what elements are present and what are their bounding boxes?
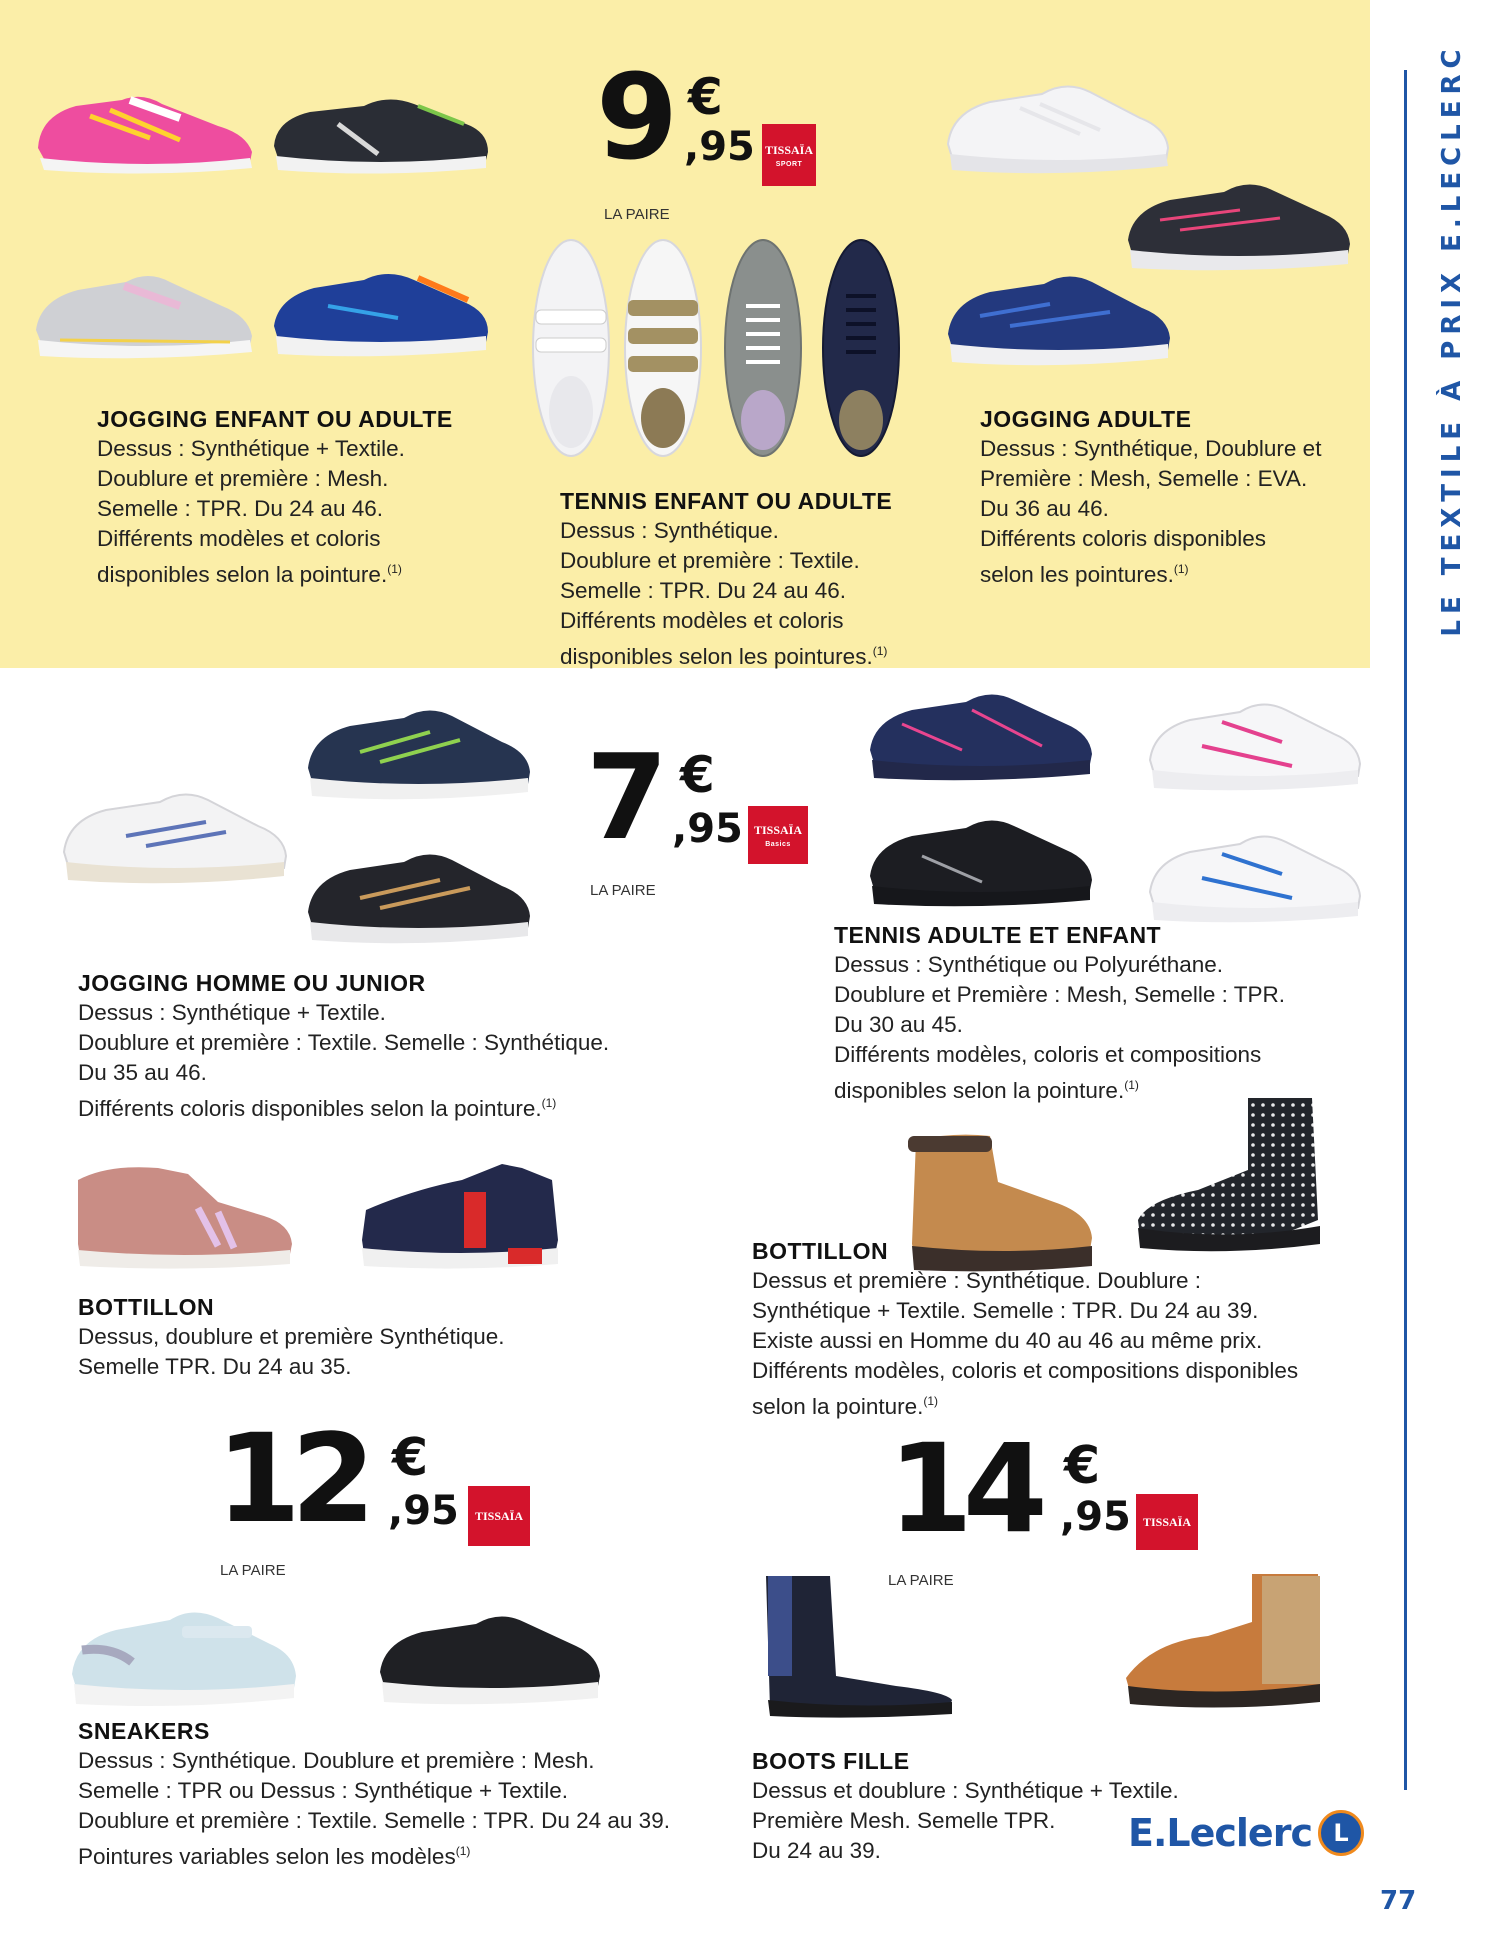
product-detail: Doublure et première : Textile. Semelle : TPR. Du 24 au 39. xyxy=(78,1808,670,1833)
product-detail: Dessus et doublure : Synthétique + Textile. xyxy=(752,1778,1179,1803)
product-detail: Dessus : Synthétique, Doublure et xyxy=(980,436,1322,461)
price-euros: 12 xyxy=(216,1408,366,1550)
product-detail: disponibles selon les pointures. xyxy=(560,644,873,669)
product-detail: disponibles selon la pointure. xyxy=(834,1078,1125,1103)
product-detail: Différents modèles et coloris xyxy=(560,608,844,633)
product-title: BOTTILLON xyxy=(752,1238,889,1264)
page-number: 77 xyxy=(1380,1886,1417,1916)
navy-red-high-sneaker-image xyxy=(352,1150,584,1274)
product-detail: Différents modèles, coloris et compositions disponibles xyxy=(752,1358,1299,1383)
product-title: JOGGING ADULTE xyxy=(980,406,1192,432)
product-detail: selon la pointure. xyxy=(752,1394,924,1419)
product-bottillon xyxy=(752,1236,1298,1422)
side-divider xyxy=(1404,70,1407,1790)
product-detail: Dessus, doublure et première Synthétique. xyxy=(78,1324,505,1349)
navy-pink-tennis-image xyxy=(862,680,1098,784)
blue-adult-jogging-shoe-image xyxy=(940,258,1176,370)
product-detail: Doublure et première : Mesh. xyxy=(97,466,389,491)
price-cents: ,95 xyxy=(684,124,755,170)
black-lace-sneaker-image xyxy=(372,1602,604,1706)
product-sneakers xyxy=(78,1716,670,1872)
price-currency: € xyxy=(680,746,715,804)
product-detail: Du 30 au 45. xyxy=(834,1012,963,1037)
gold-strap-tennis-image xyxy=(620,236,706,460)
product-jogging-enfant-adulte xyxy=(97,404,453,590)
product-detail: Du 35 au 46. xyxy=(78,1060,207,1085)
product-detail: Semelle : TPR ou Dessus : Synthétique + Textile. xyxy=(78,1778,569,1803)
footnote-ref: (1) xyxy=(1124,1078,1139,1092)
product-tennis-adulte-enfant xyxy=(834,920,1285,1106)
product-detail: Synthétique + Textile. Semelle : TPR. Du 24 au 39. xyxy=(752,1298,1259,1323)
product-detail: Dessus : Synthétique. xyxy=(560,518,779,543)
product-detail: Dessus : Synthétique + Textile. xyxy=(97,436,405,461)
logo-wordmark: E.Leclerc xyxy=(1128,1811,1312,1855)
iridescent-velcro-sneaker-image xyxy=(62,1590,302,1710)
price-currency: € xyxy=(392,1428,429,1488)
product-bottillon-enfant xyxy=(78,1292,505,1382)
product-detail: Dessus et première : Synthétique. Doublure : xyxy=(752,1268,1201,1293)
pink-jogging-shoe-image xyxy=(30,78,262,178)
black-tennis-image xyxy=(862,806,1098,910)
silver-jogging-shoe-image xyxy=(30,256,262,364)
tissaia-badge: TISSAÏA xyxy=(1136,1494,1198,1550)
price-cents: ,95 xyxy=(388,1488,459,1534)
product-detail: disponibles selon la pointure. xyxy=(97,562,388,587)
polka-dot-boot-image xyxy=(1128,1090,1348,1258)
price-unit: LA PAIRE xyxy=(220,1562,286,1579)
black-gold-runner-image xyxy=(300,836,536,948)
price-euros: 7 xyxy=(586,728,659,866)
price-cents: ,95 xyxy=(672,806,743,852)
tissaia-badge: TISSAÏA xyxy=(468,1486,530,1546)
product-detail: Doublure et première : Textile. xyxy=(560,548,860,573)
price-currency: € xyxy=(1064,1436,1101,1496)
product-detail: Différents coloris disponibles selon la pointure. xyxy=(78,1096,542,1121)
product-detail: Semelle : TPR. Du 24 au 46. xyxy=(97,496,383,521)
product-detail: Du 24 au 39. xyxy=(752,1838,881,1863)
product-detail: Doublure et Première : Mesh, Semelle : TPR. xyxy=(834,982,1286,1007)
footnote-ref: (1) xyxy=(541,1096,557,1110)
product-title: TENNIS ADULTE ET ENFANT xyxy=(834,922,1162,948)
black-jogging-shoe-image xyxy=(268,84,492,176)
leclerc-logo xyxy=(1128,1808,1440,1858)
navy-green-runner-image xyxy=(300,692,536,804)
price-euros: 9 xyxy=(596,48,669,186)
product-detail: Différents modèles et coloris xyxy=(97,526,381,551)
product-detail: Dessus : Synthétique ou Polyuréthane. xyxy=(834,952,1223,977)
pink-high-sneaker-image xyxy=(68,1150,300,1274)
product-title: JOGGING ENFANT OU ADULTE xyxy=(97,406,453,432)
price-unit: LA PAIRE xyxy=(590,882,656,899)
tissaia-basics-badge: TISSAÏA Basics xyxy=(748,806,808,864)
product-detail: Première Mesh. Semelle TPR. xyxy=(752,1808,1056,1833)
white-pink-velcro-tennis-image xyxy=(1142,686,1366,796)
price-unit: LA PAIRE xyxy=(888,1572,954,1589)
product-detail: Doublure et première : Textile. Semelle : Synthétique. xyxy=(78,1030,610,1055)
white-blue-velcro-tennis-image xyxy=(1142,818,1366,928)
product-detail: selon les pointures. xyxy=(980,562,1174,587)
white-jogging-shoe-image xyxy=(940,68,1176,180)
footnote-ref: (1) xyxy=(455,1844,471,1858)
product-detail: Dessus : Synthétique + Textile. xyxy=(78,1000,386,1025)
price-cents: ,95 xyxy=(1060,1494,1131,1540)
navy-lace-tennis-image xyxy=(818,236,904,460)
blue-jogging-shoe-image xyxy=(268,256,492,360)
product-detail: Pointures variables selon les modèles xyxy=(78,1844,456,1869)
product-detail: Du 36 au 46. xyxy=(980,496,1109,521)
footnote-ref: (1) xyxy=(1173,562,1189,576)
white-floral-tennis-image xyxy=(528,236,614,460)
product-jogging-adulte xyxy=(980,404,1321,590)
product-title: BOOTS FILLE xyxy=(752,1748,910,1774)
product-title: BOTTILLON xyxy=(78,1294,215,1320)
grey-lace-tennis-image xyxy=(720,236,806,460)
product-detail: Première : Mesh, Semelle : EVA. xyxy=(980,466,1308,491)
product-title: JOGGING HOMME OU JUNIOR xyxy=(78,970,426,996)
footnote-ref: (1) xyxy=(923,1394,939,1408)
product-title: TENNIS ENFANT OU ADULTE xyxy=(560,488,893,514)
product-detail: Dessus : Synthétique. Doublure et première : Mesh. xyxy=(78,1748,595,1773)
section-title: LE TEXTILE À PRIX E.LECLERC xyxy=(1437,43,1467,637)
footnote-ref: (1) xyxy=(387,562,402,576)
product-detail: Existe aussi en Homme du 40 au 46 au même prix. xyxy=(752,1328,1263,1353)
tissaia-sport-badge: TISSAÏA SPORT xyxy=(762,124,816,186)
product-detail: Différents modèles, coloris et compositions xyxy=(834,1042,1262,1067)
logo-circle-icon: L xyxy=(1318,1810,1364,1856)
price-unit: LA PAIRE xyxy=(604,206,670,223)
white-runner-image xyxy=(56,776,292,888)
price-currency: € xyxy=(688,68,723,126)
product-title: SNEAKERS xyxy=(78,1718,210,1744)
product-detail: Semelle TPR. Du 24 au 35. xyxy=(78,1354,352,1379)
footnote-ref: (1) xyxy=(872,644,888,658)
product-detail: Différents coloris disponibles xyxy=(980,526,1266,551)
product-tennis-enfant-adulte xyxy=(560,486,892,672)
product-detail: Semelle : TPR. Du 24 au 46. xyxy=(560,578,846,603)
product-boots-fille xyxy=(752,1746,1179,1866)
price-euros: 14 xyxy=(888,1418,1038,1560)
product-jogging-homme-junior xyxy=(78,968,609,1124)
